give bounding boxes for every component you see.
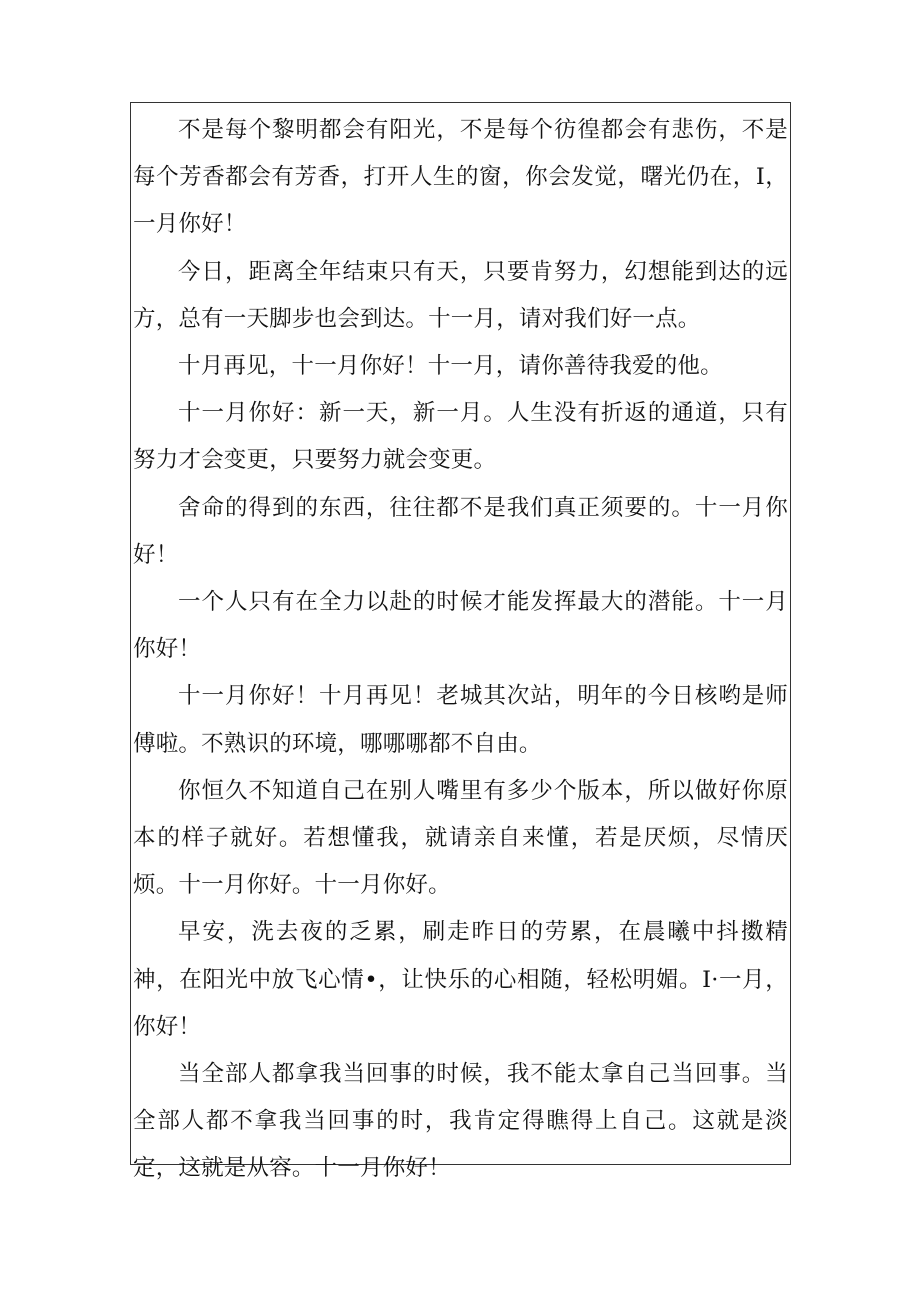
paragraph: 你恒久不知道自己在别人嘴里有多少个版本，所以做好你原本的样子就好。若想懂我，就请亲自来懂，若是厌烦，尽情厌烦。十一月你好。十一月你好。 [133,777,788,899]
paragraph: 十月再见，十一月你好！十一月，请你善待我爱的他。 [178,353,723,380]
paragraph: 舍命的得到的东西，往往都不是我们真正须要的。十一月你好！ [133,494,788,568]
paragraph: 早安，洗去夜的乏累，刷走昨日的劳累，在晨曦中抖擞精神，在阳光中放飞心情•，让快乐的心相随，轻松明媚。I·一月，你好！ [133,919,788,1040]
paragraph: 一个人只有在全力以赴的时候才能发挥最大的潜能。十一月你好！ [133,589,788,663]
paragraph: 不是每个黎明都会有阳光，不是每个彷徨都会有悲伤，不是每个芳香都会有芳香，打开人生的窗，你会发觉，曙光仍在，I，一月你好！ [133,117,788,238]
paragraph: 十一月你好：新一天，新一月。人生没有折返的通道，只有努力才会变更，只要努力就会变更。 [133,400,788,474]
paragraph: 今日，距离全年结束只有天，只要肯努力，幻想能到达的远方，总有一天脚步也会到达。十一月，请对我们好一点。 [133,258,788,332]
paragraph: 当全部人都拿我当回事的时候，我不能太拿自己当回事。当全部人都不拿我当回事的时，我肯定得瞧得上自己。这就是淡定，这就是从容。十一月你好！ [133,1061,788,1182]
paragraph: 十一月你好！十月再见！老城其次站，明年的今日核哟是师傅啦。不熟识的环境，哪哪哪都不自由。 [133,683,788,757]
document-frame [130,102,791,1182]
